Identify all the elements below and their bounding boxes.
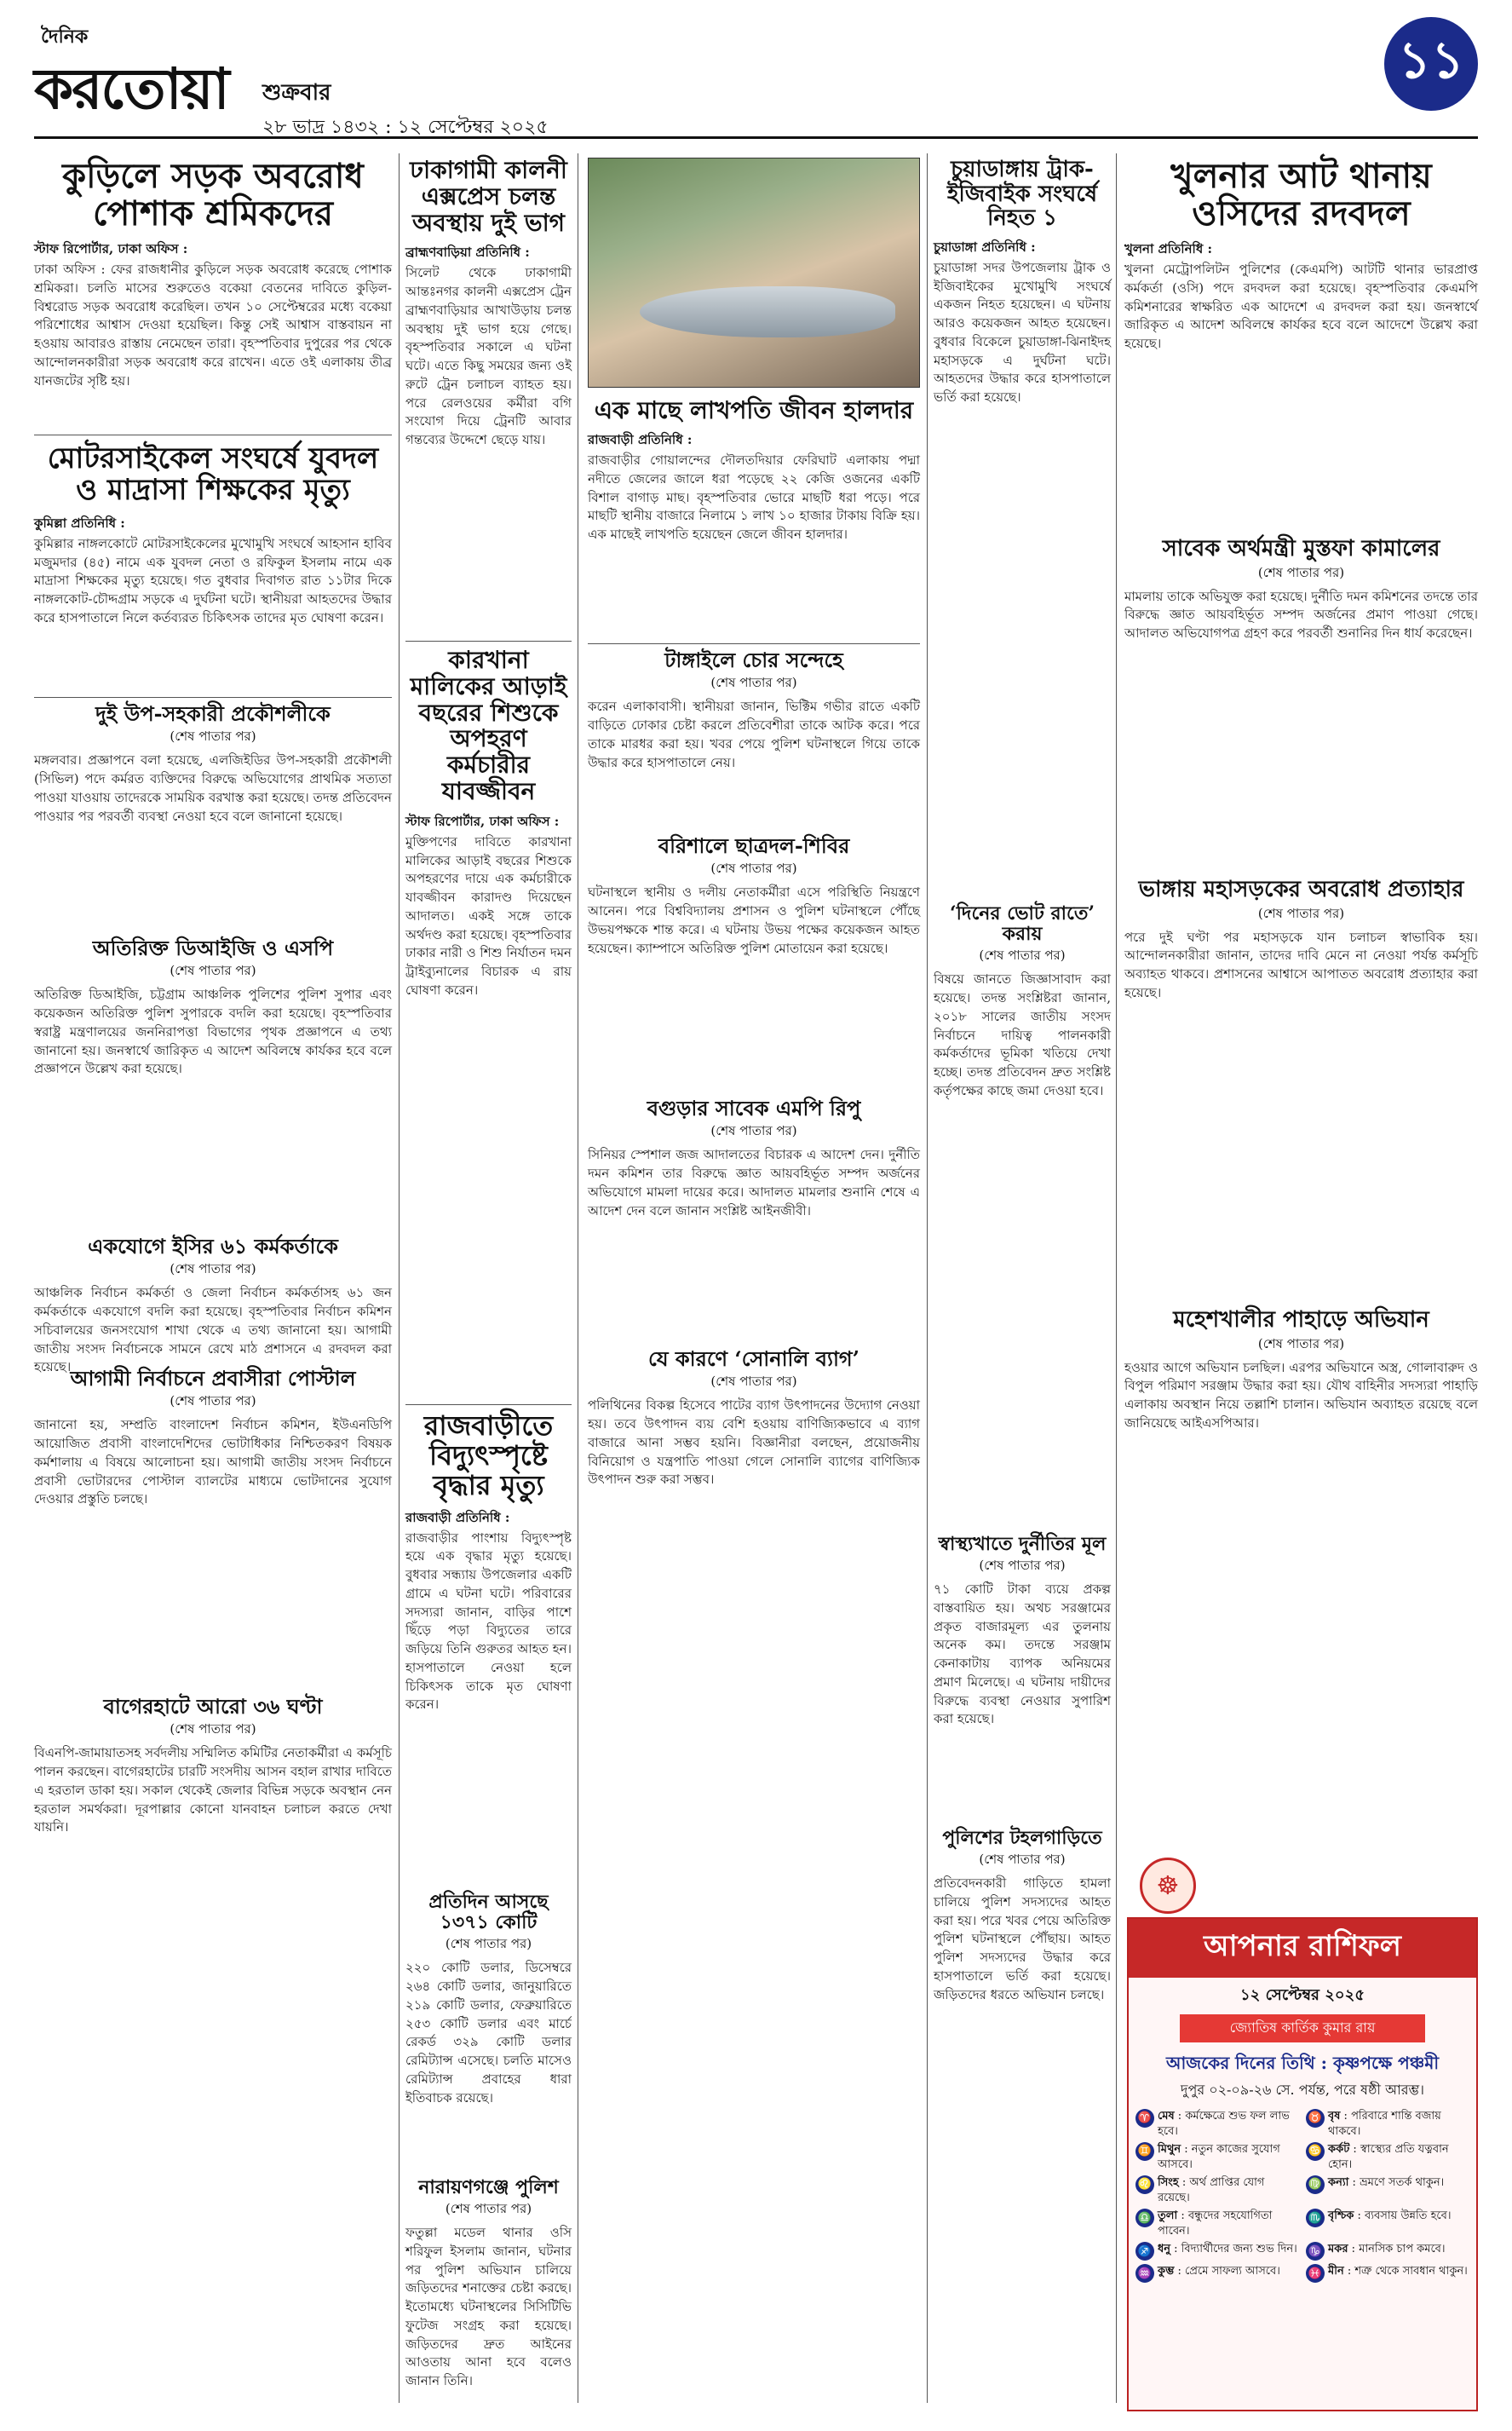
article-body: মঙ্গলবার। প্রজ্ঞাপনে বলা হয়েছে, এলজিইডির উপ-সহকারী প্রকৌশলী (সিভিল) পদে কর্মরত ব্যক্তিদের বিরুদ্ধে অভিযোগের প্রাথমিক সত্যতা পাওয়া যাওয়ায় তাদেরকে সাময়িক বরখাস্ত করা হয়েছে। তদন্ত প্রতিবেদন পাওয়ার পর পরবর্তী ব্যবস্থা নেওয়া হবে বলে জানানো হয়েছে। (34, 752, 392, 824)
article-mustafa-kamal (1124, 537, 1478, 873)
continued-note: (শেষ পাতার পর) (170, 1393, 256, 1409)
horoscope-box (1127, 1917, 1478, 2411)
continued-note: (শেষ পাতার পর) (445, 2201, 532, 2217)
article-divider (405, 1404, 572, 1405)
sign-name: মকর (1328, 2243, 1348, 2256)
continued-note: (শেষ পাতার পর) (170, 1721, 256, 1737)
sign-text: পরিবারে শান্তি বজায় থাকবে। (1328, 2110, 1441, 2138)
continued-note: (শেষ পাতার পর) (170, 1261, 256, 1277)
article-kuril (34, 158, 392, 430)
headline: টাঙ্গাইলে চোর সন্দেহে (664, 648, 843, 672)
article-body: মুক্তিপণের দাবিতে কারখানা মালিকের আড়াই বছরের শিশুকে অপহরণের দায়ে এক কর্মচারীকে যাবজ্জীবন কারাদণ্ড দিয়েছেন আদালত। একই সঙ্গে তাকে অর্থদণ্ড করা হয়েছে। বৃহস্পতিবার ঢাকার নারী ও শিশু নির্যাতন দমন ট্রাইব্যুনালের বিচারক এ রায় ঘোষণা করেন। (405, 833, 572, 998)
zodiac-icon: ♌ (1135, 2175, 1154, 2194)
dateline: ২৮ ভাদ্র ১৪৩২ : ১২ সেপ্টেম্বর ২০২৫ (262, 117, 549, 138)
sign-name: কর্কট (1328, 2143, 1350, 2157)
headline: প্রতিদিন আসছে ১৩৭১ কোটি (428, 1891, 549, 1934)
article-body: ফতুল্লা মডেল থানার ওসি শরিফুল ইসলাম জানান, ঘটনার পর পুলিশ অভিযান চালিয়ে জড়িতদের শনাক্তের চেষ্টা করছে। ইতোমধ্যে ঘটনাস্থলের সিসিটিভি ফুটেজ সংগ্রহ করা হয়েছে। জড়িতদের দ্রুত আইনের আওতায় আনা হবে বলেও জানান তিনি। (405, 2225, 572, 2389)
headline: বরিশালে ছাত্রদল-শিবির (658, 833, 850, 858)
headline: কারখানা মালিকের আড়াই বছরের শিশুকে অপহরণ কর্মচারীর যাবজ্জীবন (410, 646, 567, 805)
article-body: রাজবাড়ীর গোয়ালন্দের দৌলতদিয়ার ফেরিঘাট এলাকায় পদ্মা নদীতে জেলের জালে ধরা পড়েছে ২২ কেজি ওজনের একটি বিশাল বাগাড় মাছ। বৃহস্পতিবার ভোরে মাছটি ধরা পড়ে। পরে মাছটি স্থানীয় বাজারে নিলামে ১ লাখ ১০ হাজার টাকায় বিক্রি হয়। এক মাছেই লাখপতি হয়েছেন জেলে জীবন হালদার। (588, 452, 920, 542)
article-body: মামলায় তাকে অভিযুক্ত করা হয়েছে। দুর্নীতি দমন কমিশনের তদন্তে তার বিরুদ্ধে জ্ঞাত আয়বহির্ভূত সম্পদ অর্জনের প্রমাণ পাওয়া গেছে। আদালত অভিযোগপত্র গ্রহণ করে পরবর্তী শুনানির দিন ধার্য করেছেন। (1124, 588, 1478, 642)
sign-name: কুম্ভ (1158, 2265, 1175, 2278)
byline: রাজবাড়ী প্রতিনিধি : (588, 432, 693, 447)
zodiac-sign: ♌ সিংহ : অর্থ প্রাপ্তির যোগ রয়েছে। (1135, 2175, 1299, 2205)
newspaper-logo (34, 17, 256, 128)
headline: বাগেরহাটে আরো ৩৬ ঘণ্টা (103, 1694, 323, 1719)
article-body: কুমিল্লার নাঙ্গলকোটে মোটরসাইকেলের মুখোমুখি সংঘর্ষে আহসান হাবিব মজুমদার (৪৫) নামে এক যুবদল নেতা ও রফিকুল ইসলাম নামে এক মাদ্রাসা শিক্ষকের মৃত্যু হয়েছে। গত বুধবার দিবাগত রাত ১১টার দিকে নাঙ্গলকোট-চৌদ্দগ্রাম সড়কে এ দুর্ঘটনা ঘটে। স্থানীয়রা আহতদের উদ্ধার করে হাসপাতালে নিলে কর্তব্যরত চিকিৎসক তাদের মৃত ঘোষণা করেন। (34, 535, 392, 625)
zodiac-icon: ♒ (1135, 2264, 1154, 2283)
article-tangail (588, 649, 920, 832)
headline: ভাঙ্গায় মহাসড়কের অবরোধ প্রত্যাহার (1138, 877, 1464, 902)
byline: ব্রাহ্মণবাড়িয়া প্রতিনিধি : (405, 245, 530, 261)
sign-name: কন্যা (1328, 2176, 1349, 2190)
continued-note: (শেষ পাতার পর) (710, 1374, 797, 1390)
sign-text: কর্মক্ষেত্রে শুভ ফল লাভ হবে। (1158, 2110, 1290, 2138)
zodiac-sign: ♍ কন্যা : ভ্রমণে সতর্ক থাকুন। (1306, 2175, 1469, 2205)
astrologer-name: জ্যোতিষ কার্তিক কুমার রায় (1180, 2014, 1425, 2042)
continued-note: (শেষ পাতার পর) (710, 675, 797, 691)
article-body: হওয়ার আগে অভিযান চলছিল। এরপর অভিযানে অস্ত্র, গোলাবারুদ ও বিপুল পরিমাণ সরঞ্জাম উদ্ধার করা হয়। যৌথ বাহিনীর সদস্যরা পাহাড়ি এলাকায় অবস্থান নিয়ে তল্লাশি চালান। অভিযান অব্যাহত রয়েছে বলে জানিয়েছে আইএসপিআর। (1124, 1359, 1478, 1431)
article-moheshkhali (1124, 1308, 1478, 1845)
weekday: শুক্রবার (262, 80, 331, 106)
zodiac-icon: ♑ (1306, 2242, 1325, 2261)
article-body: ঘটনাস্থলে স্থানীয় ও দলীয় নেতাকর্মীরা এসে পরিস্থিতি নিয়ন্ত্রণে আনেন। পরে বিশ্ববিদ্যালয় প্রশাসন ও পুলিশ ঘটনাস্থলে পৌঁছে উভয়পক্ষকে শান্ত করে। এ ঘটনায় উভয় পক্ষের কয়েকজন আহত হয়েছেন। ক্যাম্পাসে অতিরিক্ত পুলিশ মোতায়েন করা হয়েছে। (588, 884, 920, 956)
article-body: ২২০ কোটি ডলার, ডিসেম্বরে ২৬৪ কোটি ডলার, জানুয়ারিতে ২১৯ কোটি ডলার, ফেব্রুয়ারিতে ২৫৩ কোটি ডলার এবং মার্চে রেকর্ড ৩২৯ কোটি ডলার রেমিট্যান্স এসেছে। চলতি মাসেও রেমিট্যান্স প্রবাহের ধারা ইতিবাচক রয়েছে। (405, 1960, 572, 2106)
sign-text: নতুন কাজের সুযোগ আসবে। (1158, 2143, 1280, 2171)
zodiac-sign: ♋ কর্কট : স্বাস্থ্যের প্রতি যত্নবান হোন। (1306, 2142, 1469, 2172)
column-rule (1116, 153, 1117, 2403)
article-body: সিনিয়র স্পেশাল জজ আদালতের বিচারক এ আদেশ দেন। দুর্নীতি দমন কমিশন তার বিরুদ্ধে জ্ঞাত আয়বহির্ভূত সম্পদ অর্জনের অভিযোগে মামলা দায়ের করে। আদালত মামলার শুনানি শেষে এ আদেশ দেন বলে জানান সংশ্লিষ্ট আইনজীবী। (588, 1147, 920, 1218)
article-engineers (34, 703, 392, 933)
headline: ঢাকাগামী কালনী এক্সপ্রেস চলন্ত অবস্থায় দুই ভাগ (410, 156, 567, 237)
tithi: আজকের দিনের তিথি : কৃষ্ণপক্ষে পঞ্চমী (1165, 2053, 1440, 2073)
article-postal (34, 1368, 392, 1691)
article-khulna (1124, 158, 1478, 533)
article-rajbari (405, 1411, 572, 1888)
zodiac-sign: ♐ ধনু : বিদ্যার্থীদের জন্য শুভ দিন। (1135, 2242, 1299, 2261)
article-ec (34, 1234, 392, 1375)
article-body: রাজবাড়ীর পাংশায় বিদ্যুৎস্পৃষ্ট হয়ে এক বৃদ্ধার মৃত্যু হয়েছে। বুধবার সন্ধ্যায় উপজেলার একটি গ্রামে এ ঘটনা ঘটে। পরিবারের সদস্যরা জানান, বাড়ির পাশে ছিঁড়ে পড়া বিদ্যুতের তারে জড়িয়ে তিনি গুরুতর আহত হন। হাসপাতালে নেওয়া হলে চিকিৎসক তাকে মৃত ঘোষণা করেন। (405, 1529, 572, 1713)
article-body: আঞ্চলিক নির্বাচন কর্মকর্তা ও জেলা নির্বাচন কর্মকর্তাসহ ৬১ জন কর্মকর্তাকে একযোগে বদলি করা হয়েছে। বৃহস্পতিবার নির্বাচন কমিশন সচিবালয়ের জনসংযোগ শাখা থেকে এ তথ্য জানানো হয়। আগামী জাতীয় সংসদ নির্বাচনকে সামনে রেখে মাঠ প্রশাসনে এ রদবদল করা হয়েছে। (34, 1285, 392, 1375)
fish-illustration (640, 286, 895, 337)
headline: খুলনার আট থানায় ওসিদের রদবদল (1170, 156, 1432, 233)
article-divider (34, 697, 392, 698)
fish-photo (588, 158, 920, 388)
continued-note: (শেষ পাতার পর) (979, 1852, 1066, 1868)
zodiac-icon: ♓ (1306, 2264, 1325, 2283)
article-body: বিএনপি-জামায়াতসহ সর্বদলীয় সম্মিলিত কমিটির নেতাকর্মীরা এ কর্মসূচি পালন করছেন। বাগেরহাটের চারটি সংসদীয় আসন বহাল রাখার দাবিতে এ হরতাল ডাকা হয়। সকাল থেকেই জেলার বিভিন্ন সড়কে অবস্থান নেন হরতাল সমর্থকরা। দূরপাল্লার কোনো যানবাহন চলাচল করতে দেখা যায়নি। (34, 1745, 392, 1835)
zodiac-icon: ♊ (1135, 2142, 1154, 2161)
zodiac-icon: ♋ (1306, 2142, 1325, 2161)
article-divider (588, 643, 920, 644)
horoscope-title: আপনার রাশিফল (1129, 1919, 1476, 1978)
zodiac-sign: ♊ মিথুন : নতুন কাজের সুযোগ আসবে। (1135, 2142, 1299, 2172)
zodiac-icon: ♍ (1306, 2175, 1325, 2194)
article-body: বিষয়ে জানতে জিজ্ঞাসাবাদ করা হয়েছে। তদন্ত সংশ্লিষ্টরা জানান, ২০১৮ সালের জাতীয় সংসদ নির্বাচনে দায়িত্ব পালনকারী কর্মকর্তাদের ভূমিকা খতিয়ে দেখা হচ্ছে। তদন্ত প্রতিবেদন দ্রুত সংশ্লিষ্ট কর্তৃপক্ষের কাছে জমা দেওয়া হবে। (934, 971, 1111, 1098)
article-body: প্রতিবেদনকারী গাড়িতে হামলা চালিয়ে পুলিশ সদস্যদের আহত করা হয়। পরে খবর পেয়ে অতিরিক্ত পুলিশ ঘটনাস্থলে পৌঁছায়। আহত পুলিশ সদস্যদের উদ্ধার করে হাসপাতালে ভর্তি করা হয়েছে। জড়িতদের ধরতে অভিযান চলছে। (934, 1875, 1111, 2002)
zodiac-sign: ♏ বৃশ্চিক : ব্যবসায় উন্নতি হবে। (1306, 2209, 1469, 2238)
article-police-car (934, 1828, 1111, 2403)
article-bhanga (1124, 878, 1478, 1304)
headline: বগুড়ার সাবেক এমপি রিপু (647, 1096, 861, 1120)
logo-prefix: দৈনিক (41, 26, 89, 48)
sign-text: অর্থ প্রাপ্তির যোগ রয়েছে। (1158, 2176, 1265, 2204)
tithi-time: দুপুর ০২-০৯-২৬ সে. পর্যন্ত, পরে ষষ্ঠী আরম্ভ। (1181, 2082, 1424, 2098)
horoscope-date: ১২ সেপ্টেম্বর ২০২৫ (1239, 1986, 1365, 2004)
headline: চুয়াডাঙ্গায় ট্রাক-ইজিবাইক সংঘর্ষে নিহত ১ (946, 157, 1098, 232)
zodiac-sign: ♒ কুম্ভ : প্রেমে সাফল্য আসবে। (1135, 2264, 1299, 2283)
headline: যে কারণে ‘সোনালি ব্যাগ’ (647, 1346, 860, 1371)
article-body: ঢাকা অফিস : ফের রাজধানীর কুড়িলে সড়ক অবরোধ করেছে পোশাক শ্রমিকরা। চলতি মাসের শুরুতেও বকেয়া বেতনের দাবিতে কুড়িল-বিশ্বরোড সড়ক অবরোধ করেছিল। তখন ১০ সেপ্টেম্বরের মধ্যে বকেয়া পরিশোধের আশ্বাস দেওয়া হয়েছিল। কিন্তু সেই আশ্বাস বাস্তবায়ন না হওয়ায় আবারও রাস্তায় নেমেছেন তারা। বৃহস্পতিবার দুপুরের পর থেকে আন্দোলনকারীরা সড়ক অবরোধ করে রাখেন। এতে ওই এলাকায় তীব্র যানজটের সৃষ্টি হয়। (34, 262, 392, 389)
headline: স্বাস্থ্যখাতে দুর্নীতির মূল (938, 1533, 1107, 1555)
byline: খুলনা প্রতিনিধি : (1124, 241, 1212, 256)
article-night-vote (934, 903, 1111, 1218)
byline: স্টাফ রিপোর্টার, ঢাকা অফিস : (405, 813, 560, 829)
headline: মহেশখালীর পাহাড়ে অভিযান (1173, 1307, 1429, 1333)
zodiac-sign: ♑ মকর : মানসিক চাপ কমবে। (1306, 2242, 1469, 2261)
sign-name: মীন (1328, 2265, 1344, 2278)
article-fish (588, 430, 920, 635)
sign-name: তুলা (1158, 2209, 1178, 2223)
article-dig (34, 937, 392, 1231)
zodiac-signs (1129, 2102, 1476, 2290)
article-divider (405, 641, 572, 642)
sign-text: মানসিক চাপ কমবে। (1359, 2243, 1446, 2256)
continued-note: (শেষ পাতার পর) (710, 1123, 797, 1139)
article-bogura (588, 1097, 920, 1345)
sign-name: মিথুন (1158, 2143, 1181, 2157)
continued-note: (শেষ পাতার পর) (710, 861, 797, 877)
article-health (934, 1534, 1111, 1823)
zodiac-icon: ♐ (1135, 2242, 1154, 2261)
article-body: অতিরিক্ত ডিআইজি, চট্টগ্রাম আঞ্চলিক পুলিশের পুলিশ সুপার এবং কয়েকজন অতিরিক্ত পুলিশ সুপারকে বদলি করা হয়েছে। বৃহস্পতিবার স্বরাষ্ট্র মন্ত্রণালয়ের জননিরাপত্তা বিভাগের পৃথক প্রজ্ঞাপনে এ তথ্য জানানো হয়। জনস্বার্থে জারিকৃত এ আদেশ অবিলম্বে কার্যকর হবে বলে প্রজ্ঞাপনে উল্লেখ করা হয়েছে। (34, 987, 392, 1077)
byline: স্টাফ রিপোর্টার, ঢাকা অফিস : (34, 241, 188, 256)
headline: মোটরসাইকেল সংঘর্ষে যুবদল ও মাদ্রাসা শিক্ষকের মৃত্যু (47, 441, 379, 508)
photo-caption: এক মাছে লাখপতি জীবন হালদার (594, 396, 914, 424)
headline: একযোগে ইসির ৬১ কর্মকর্তাকে (88, 1234, 338, 1259)
sign-name: মেষ (1158, 2110, 1175, 2123)
zodiac-sign: ♎ তুলা : বন্ধুদের সহযোগিতা পাবেন। (1135, 2209, 1299, 2238)
article-body: চুয়াডাঙ্গা সদর উপজেলায় ট্রাক ও ইজিবাইকের মুখোমুখি সংঘর্ষে একজন নিহত হয়েছেন। এ ঘটনায় আরও কয়েকজন আহত হয়েছেন। বুধবার বিকেলে চুয়াডাঙ্গা-ঝিনাইদহ মহাসড়কে এ দুর্ঘটনা ঘটে। আহতদের উদ্ধার করে হাসপাতালে ভর্তি করা হয়েছে। (934, 259, 1111, 406)
headline: অতিরিক্ত ডিআইজি ও এসপি (92, 936, 334, 960)
headline: পুলিশের টহলগাড়িতে (942, 1827, 1102, 1849)
article-narayanganj (405, 2177, 572, 2403)
article-barishal (588, 835, 920, 1095)
headline: নারায়ণগঞ্জে পুলিশ (418, 2176, 559, 2198)
article-body: খুলনা মেট্রোপলিটন পুলিশের (কেএমপি) আটটি থানার ভারপ্রাপ্ত কর্মকর্তা (ওসি) পদে রদবদল করা হয়েছে। বৃহস্পতিবার কেএমপি কমিশনারের স্বাক্ষরিত এক আদেশে এ রদবদল করা হয়। জনস্বার্থে জারিকৃত এ আদেশ অবিলম্বে কার্যকর হবে বলে আদেশে উল্লেখ করা হয়েছে। (1124, 262, 1478, 351)
sign-text: বিদ্যার্থীদের জন্য শুভ দিন। (1181, 2243, 1297, 2256)
article-kalni (405, 158, 572, 635)
zodiac-icon: ♈ (1135, 2109, 1154, 2128)
continued-note: (শেষ পাতার পর) (1257, 564, 1345, 580)
logo-title: করতোয়া (34, 55, 228, 122)
article-motorcycle (34, 443, 392, 690)
article-bagerhat (34, 1696, 392, 2403)
sign-name: বৃষ (1328, 2110, 1341, 2123)
article-body: সিলেট থেকে ঢাকাগামী আন্তঃনগর কালনী এক্সপ্রেস ট্রেন ব্রাহ্মণবাড়িয়ার আখাউড়ায় চলন্ত অবস্থায় দুই ভাগ হয়ে গেছে। বৃহস্পতিবার সকালে এ ঘটনা ঘটে। এতে কিছু সময়ের জন্য ওই রুটে ট্রেন চলাচল ব্যাহত হয়। পরে রেলওয়ের কর্মীরা বগি সংযোগ দিয়ে ট্রেনটি আবার গন্তব্যের উদ্দেশে ছেড়ে যায়। (405, 265, 572, 448)
article-abduction (405, 648, 572, 1397)
zodiac-sign: ♓ মীন : শত্রু থেকে সাবধান থাকুন। (1306, 2264, 1469, 2283)
byline: রাজবাড়ী প্রতিনিধি : (405, 1509, 510, 1525)
sign-text: ভ্রমণে সতর্ক থাকুন। (1360, 2176, 1445, 2190)
sign-text: ব্যবসায় উন্নতি হবে। (1365, 2209, 1452, 2223)
article-chuadanga (934, 158, 1111, 771)
zodiac-icon: ♉ (1306, 2109, 1325, 2128)
sign-text: প্রেমে সাফল্য আসবে। (1185, 2265, 1280, 2278)
sign-name: বৃশ্চিক (1328, 2209, 1354, 2223)
article-sonali-bag (588, 1348, 920, 2405)
continued-note: (শেষ পাতার পর) (1257, 905, 1345, 921)
article-body: করেন এলাকাবাসী। স্থানীয়রা জানান, ভিক্টিম গভীর রাতে একটি বাড়িতে ঢোকার চেষ্টা করলে প্রতিবেশীরা তাকে আটক করে। পরে তাকে মারধর করা হয়। খবর পেয়ে পুলিশ ঘটনাস্থলে গিয়ে তাকে উদ্ধার করে হাসপাতালে নেয়। (588, 699, 920, 770)
zodiac-sign: ♈ মেষ : কর্মক্ষেত্রে শুভ ফল লাভ হবে। (1135, 2109, 1299, 2139)
headline: দুই উপ-সহকারী প্রকৌশলীকে (95, 701, 331, 726)
continued-note: (শেষ পাতার পর) (170, 729, 256, 745)
column-rule (927, 153, 928, 2403)
sign-text: বন্ধুদের সহযোগিতা পাবেন। (1158, 2209, 1273, 2238)
headline: কুড়িলে সড়ক অবরোধ পোশাক শ্রমিকদের (62, 156, 364, 233)
column-rule (399, 153, 400, 2403)
article-body: পরে দুই ঘণ্টা পর মহাসড়কে যান চলাচল স্বাভাবিক হয়। আন্দোলনকারীরা জানান, তাদের দাবি মেনে না নেওয়া পর্যন্ত কর্মসূচি অব্যাহত থাকবে। প্রশাসনের আশ্বাসে আপাতত অবরোধ প্রত্যাহার করা হয়েছে। (1124, 929, 1478, 1000)
article-remittance (405, 1892, 572, 2173)
sign-text: স্বাস্থ্যের প্রতি যত্নবান হোন। (1328, 2143, 1449, 2171)
zodiac-icon: ♎ (1135, 2209, 1154, 2227)
zodiac-sign: ♉ বৃষ : পরিবারে শান্তি বজায় থাকবে। (1306, 2109, 1469, 2139)
byline: চুয়াডাঙ্গা প্রতিনিধি : (934, 239, 1036, 255)
article-body: ৭১ কোটি টাকা ব্যয়ে প্রকল্প বাস্তবায়িত হয়। অথচ সরঞ্জামের প্রকৃত বাজারমূল্য এর তুলনায় অনেক কম। তদন্তে সরঞ্জাম কেনাকাটায় ব্যাপক অনিয়মের প্রমাণ মিলেছে। এ ঘটনায় দায়ীদের বিরুদ্ধে ব্যবস্থা নেওয়ার সুপারিশ করা হয়েছে। (934, 1581, 1111, 1727)
masthead-divider (34, 136, 1478, 139)
masthead (34, 17, 1478, 136)
continued-note: (শেষ পাতার পর) (445, 1936, 532, 1952)
continued-note: (শেষ পাতার পর) (979, 948, 1066, 964)
article-body: জানানো হয়, সম্প্রতি বাংলাদেশ নির্বাচন কমিশন, ইউএনডিপি আয়োজিত প্রবাসী বাংলাদেশিদের ভোটাধিকার নিশ্চিতকরণ বিষয়ক কর্মশালায় এ বিষয়ে আলোচনা হয়। আগামী জাতীয় সংসদ নির্বাচনে প্রবাসী ভোটারদের পোস্টাল ব্যালটের মাধ্যমে ভোটদানের সুযোগ দেওয়ার প্রস্তুতি চলছে। (34, 1417, 392, 1507)
continued-note: (শেষ পাতার পর) (170, 963, 256, 979)
headline: রাজবাড়ীতে বিদ্যুৎস্পৃষ্টে বৃদ্ধার মৃত্যু (423, 1409, 554, 1502)
zodiac-icon: ♏ (1306, 2209, 1325, 2227)
headline: আগামী নির্বাচনে প্রবাসীরা পোস্টাল (70, 1366, 356, 1391)
sign-text: শত্রু থেকে সাবধান থাকুন। (1354, 2265, 1468, 2278)
headline: সাবেক অর্থমন্ত্রী মুস্তফা কামালের (1162, 536, 1440, 562)
continued-note: (শেষ পাতার পর) (1257, 1335, 1345, 1351)
zodiac-wheel-icon: ☸ (1140, 1858, 1196, 1914)
byline: কুমিল্লা প্রতিনিধি : (34, 515, 125, 531)
page-number: ১১ (1384, 17, 1478, 111)
sign-name: সিংহ (1158, 2176, 1179, 2190)
article-body: পলিথিনের বিকল্প হিসেবে পাটের ব্যাগ উৎপাদনের উদ্যোগ নেওয়া হয়। তবে উৎপাদন ব্যয় বেশি হওয়ায় বাণিজ্যিকভাবে এ ব্যাগ বাজারে আনা সম্ভব হয়নি। বিজ্ঞানীরা বলছেন, প্রয়োজনীয় বিনিয়োগ ও যন্ত্রপাতি পাওয়া গেলে সোনালি ব্যাগের বাণিজ্যিক উৎপাদন শুরু করা সম্ভব। (588, 1397, 920, 1488)
continued-note: (শেষ পাতার পর) (979, 1558, 1066, 1574)
headline: ‘দিনের ভোট রাতে’ করায় (949, 902, 1095, 946)
sign-name: ধনু (1158, 2243, 1171, 2256)
